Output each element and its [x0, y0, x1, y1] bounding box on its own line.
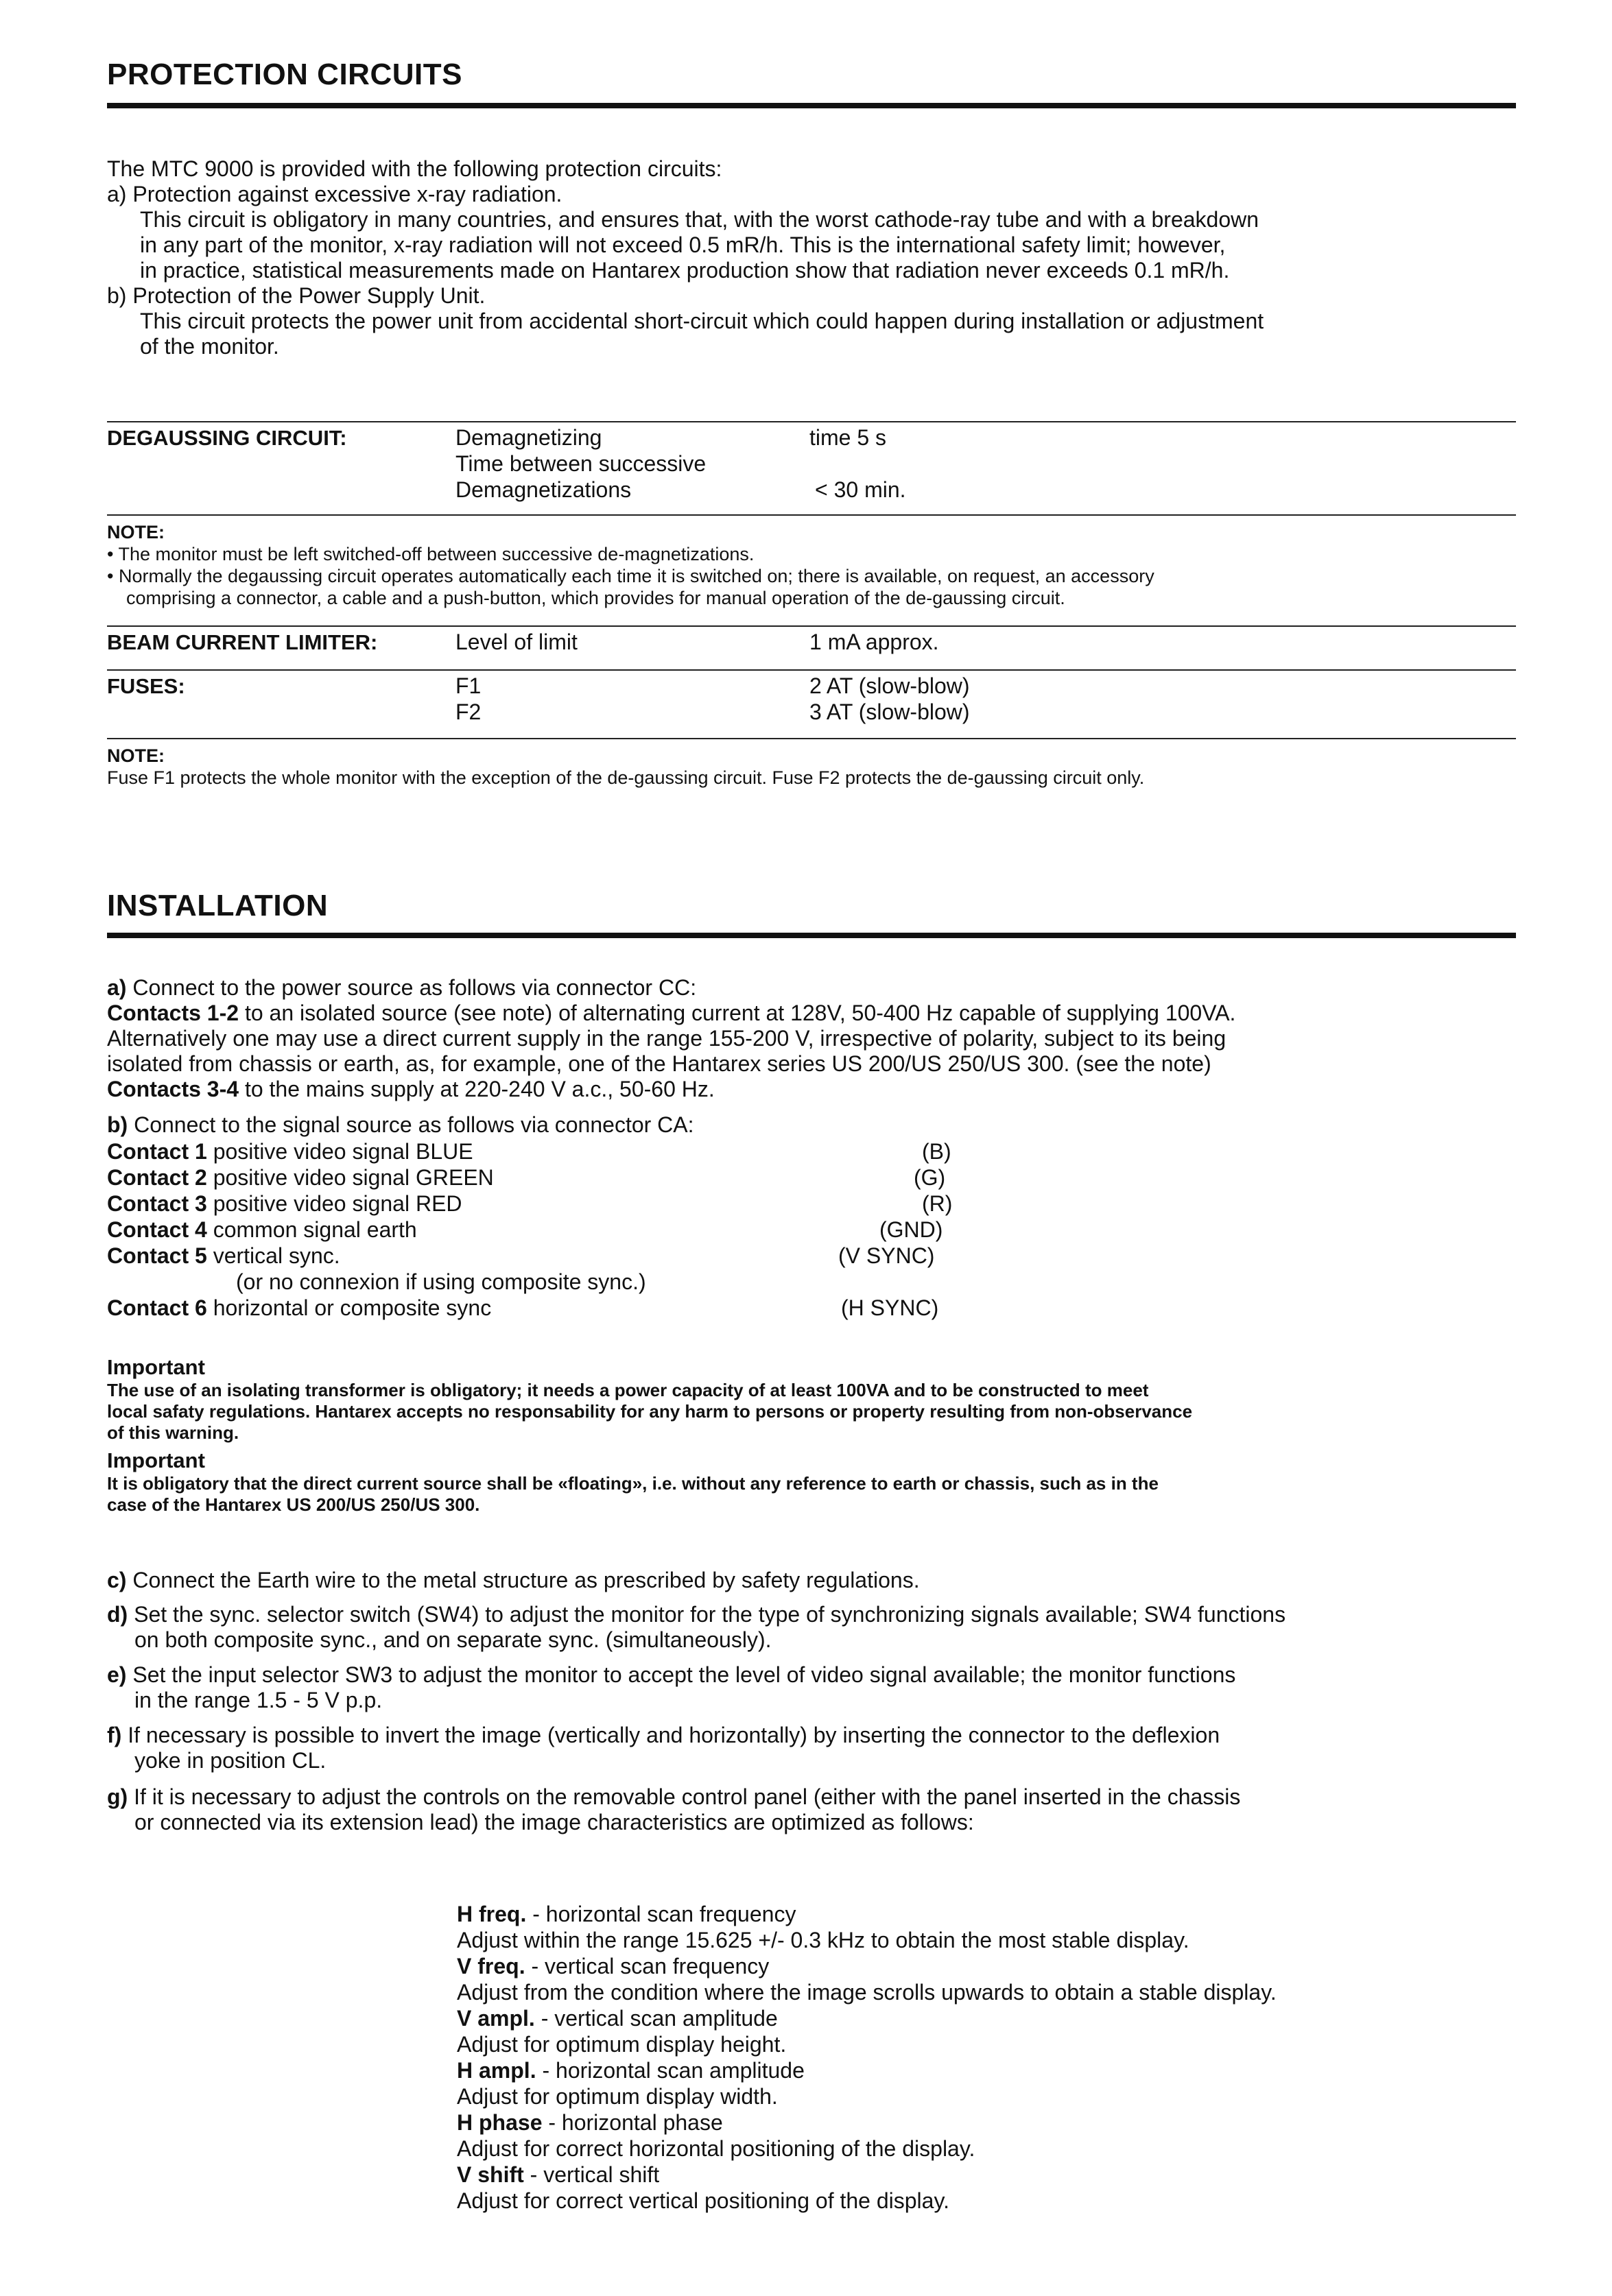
spec-name: Level of limit: [455, 630, 578, 654]
spec-name: Demagnetizations: [455, 477, 632, 502]
step-key: c): [107, 1568, 127, 1592]
adjust-item: [457, 1901, 796, 1927]
adjust-item: [457, 2109, 723, 2136]
beam-row: [107, 630, 1516, 657]
degaussing-row: [107, 451, 1516, 479]
note-line: comprising a connector, a cable and a push-button, which provides for manual operation of the de-gaussing circuit.: [126, 588, 1065, 608]
adjust-key: V freq.: [457, 1954, 525, 1978]
signal-code: (V SYNC): [838, 1243, 935, 1268]
signal-code: (GND): [879, 1217, 943, 1242]
protection-a-line: in practice, statistical measurements made on Hantarex production show that radiation never exceeds 0.1 mR/h.: [140, 258, 1230, 283]
adjust-key: H ampl.: [457, 2058, 536, 2083]
contact-key: Contact 2: [107, 1165, 207, 1190]
adjust-item: [457, 2005, 778, 2031]
contact-key: Contact 4: [107, 1217, 207, 1242]
spec-value: 3 AT (slow-blow): [809, 699, 970, 724]
protection-b-title: b) Protection of the Power Supply Unit.: [107, 283, 486, 308]
step-key: g): [107, 1784, 128, 1809]
divider: [107, 625, 1516, 627]
fuse-row: [107, 699, 1516, 727]
contact-text: positive video signal RED: [213, 1191, 462, 1216]
important-notice: [107, 1355, 1516, 1444]
degaussing-label: DEGAUSSING CIRCUIT:: [107, 426, 347, 450]
install-a: [107, 975, 1516, 1102]
adjust-how: Adjust for correct horizontal positioning of the display.: [457, 2136, 975, 2161]
important-line: The use of an isolating transformer is obligatory; it needs a power capacity of at least 100VA and to be constructed to meet: [107, 1380, 1149, 1400]
step-line: in the range 1.5 - 5 V p.p.: [134, 1688, 383, 1712]
adjust-desc: - horizontal phase: [548, 2110, 723, 2135]
contact-text: horizontal or composite sync: [213, 1295, 492, 1320]
contact-key: Contacts 1-2: [107, 1001, 239, 1025]
note-title: NOTE:: [107, 745, 165, 766]
contact-text: to the mains supply at 220-240 V a.c., 50-60 Hz.: [244, 1077, 715, 1101]
protection-a-line: in any part of the monitor, x-ray radiation will not exceed 0.5 mR/h. This is the international safety limit; however,: [140, 232, 1226, 257]
step-line: Alternatively one may use a direct current supply in the range 155-200 V, irrespective of polarity, subject to its being: [107, 1026, 1226, 1051]
step-key: e): [107, 1662, 127, 1687]
important-line: of this warning.: [107, 1422, 239, 1443]
important-line: local safaty regulations. Hantarex accepts no responsability for any harm to persons or property resulting from non-observance: [107, 1401, 1193, 1422]
contact-row: [107, 1164, 494, 1191]
spec-name: F1: [455, 673, 482, 698]
adjust-item: [457, 2162, 659, 2188]
fuses-note: [107, 745, 1516, 789]
spec-value: 2 AT (slow-blow): [809, 673, 970, 698]
contact-row: [107, 1191, 462, 1217]
fuse-row: [107, 673, 1516, 701]
contact-key: Contact 1: [107, 1139, 207, 1164]
adjust-how: Adjust for correct vertical positioning of the display.: [457, 2188, 949, 2213]
step-line: on both composite sync., and on separate sync. (simultaneously).: [134, 1627, 772, 1652]
note-line: • The monitor must be left switched-off between successive de-magnetizations.: [107, 544, 755, 564]
divider: [107, 669, 1516, 671]
step-text: Set the input selector SW3 to adjust the monitor to accept the level of video signal available; the monitor functions: [132, 1662, 1236, 1687]
protection-text: [107, 156, 1516, 359]
contact-text: positive video signal GREEN: [213, 1165, 494, 1190]
step-text: Connect to the power source as follows via connector CC:: [132, 975, 697, 1000]
adjust-desc: - vertical scan amplitude: [541, 2006, 778, 2031]
contact-key: Contacts 3-4: [107, 1077, 239, 1101]
protection-b-line: of the monitor.: [140, 334, 279, 359]
spec-name: F2: [455, 699, 482, 724]
contact-row: [107, 1138, 473, 1164]
contact-text: common signal earth: [213, 1217, 417, 1242]
beam-label: BEAM CURRENT LIMITER:: [107, 630, 378, 654]
contact-text: vertical sync.: [213, 1243, 340, 1268]
signal-code: (R): [922, 1191, 953, 1216]
step-text: Set the sync. selector switch (SW4) to adjust the monitor for the type of synchronizing signals available; SW4 functions: [134, 1602, 1286, 1627]
step-text: Connect the Earth wire to the metal structure as prescribed by safety regulations.: [132, 1568, 920, 1592]
step-line: or connected via its extension lead) the image characteristics are optimized as follows:: [134, 1810, 974, 1834]
step-text: If it is necessary to adjust the controls on the removable control panel (either with the panel inserted in the chassis: [134, 1784, 1241, 1809]
contact-row: [107, 1243, 340, 1269]
important-title: Important: [107, 1355, 205, 1379]
protection-a-title: a) Protection against excessive x-ray radiation.: [107, 182, 562, 206]
fuses-label: FUSES:: [107, 674, 185, 698]
protection-a-line: This circuit is obligatory in many countries, and ensures that, with the worst cathode-ray tube and with a breakdown: [140, 207, 1259, 232]
contact-key: Contact 6: [107, 1295, 207, 1320]
important-line: It is obligatory that the direct current source shall be «floating», i.e. without any reference to earth or chassis, such as in the: [107, 1473, 1159, 1494]
step-line: yoke in position CL.: [134, 1748, 327, 1773]
adjust-item: [457, 1953, 769, 1979]
install-step: [107, 1568, 1516, 1593]
title-rule: [107, 933, 1516, 938]
install-b-intro: [107, 1112, 1516, 1138]
contact-key: Contact 5: [107, 1243, 207, 1268]
degaussing-note: [107, 521, 1516, 609]
adjust-key: H phase: [457, 2110, 543, 2135]
adjust-how: Adjust for optimum display width.: [457, 2084, 778, 2109]
important-title: Important: [107, 1448, 205, 1472]
signal-code: (G): [914, 1165, 946, 1190]
divider: [107, 738, 1516, 739]
spec-value: time 5 s: [809, 425, 887, 450]
spec-value: < 30 min.: [815, 477, 906, 502]
adjust-key: V shift: [457, 2162, 524, 2187]
contact-row: [107, 1295, 491, 1321]
important-line: case of the Hantarex US 200/US 250/US 300.: [107, 1494, 480, 1515]
divider: [107, 514, 1516, 516]
sync-note: (or no connexion if using composite sync.): [236, 1269, 646, 1294]
section-title-installation: INSTALLATION: [107, 889, 329, 922]
section-title-protection: PROTECTION CIRCUITS: [107, 58, 462, 91]
adjust-desc: - horizontal scan amplitude: [542, 2058, 805, 2083]
contact-text: positive video signal BLUE: [213, 1139, 473, 1164]
install-step: [107, 1723, 1516, 1773]
adjust-desc: - vertical shift: [530, 2162, 660, 2187]
adjust-desc: - vertical scan frequency: [531, 1954, 770, 1978]
note-line: Fuse F1 protects the whole monitor with the exception of the de-gaussing circuit. Fuse F2 protects the de-gaussing circuit only.: [107, 767, 1145, 788]
adjust-key: V ampl.: [457, 2006, 535, 2031]
contact-row: [107, 1217, 417, 1243]
spec-name: Demagnetizing: [455, 425, 602, 450]
step-key: a): [107, 975, 127, 1000]
spec-name: Time between successive: [455, 451, 707, 476]
signal-code: (H SYNC): [841, 1295, 939, 1320]
title-rule: [107, 103, 1516, 108]
degaussing-row: [107, 477, 1516, 505]
adjust-how: Adjust within the range 15.625 +/- 0.3 kHz to obtain the most stable display.: [457, 1928, 1189, 1952]
note-title: NOTE:: [107, 522, 165, 542]
protection-b-line: This circuit protects the power unit from accidental short-circuit which could happen during installation or adjustment: [140, 309, 1264, 333]
signal-code: (B): [922, 1139, 951, 1164]
step-key: f): [107, 1723, 122, 1747]
note-line: • Normally the degaussing circuit operates automatically each time it is switched on; there is available, on request, an accessory: [107, 566, 1154, 586]
adjust-key: H freq.: [457, 1902, 527, 1926]
contact-text: to an isolated source (see note) of alternating current at 128V, 50-400 Hz capable of supplying 100VA.: [244, 1001, 1236, 1025]
install-step: [107, 1602, 1516, 1653]
contact-key: Contact 3: [107, 1191, 207, 1216]
degaussing-row: [107, 425, 1516, 453]
protection-intro: The MTC 9000 is provided with the following protection circuits:: [107, 156, 722, 181]
spec-value: 1 mA approx.: [809, 630, 939, 654]
adjust-how: Adjust for optimum display height.: [457, 2032, 787, 2057]
divider: [107, 421, 1516, 422]
important-notice: [107, 1448, 1516, 1516]
step-key: b): [107, 1112, 128, 1137]
step-text: If necessary is possible to invert the image (vertically and horizontally) by inserting the connector to the deflexion: [128, 1723, 1220, 1747]
step-text: Connect to the signal source as follows via connector CA:: [134, 1112, 694, 1137]
install-step: [107, 1784, 1516, 1835]
step-key: d): [107, 1602, 128, 1627]
step-line: isolated from chassis or earth, as, for example, one of the Hantarex series US 200/US 250/US 300. (see the note): [107, 1051, 1211, 1076]
adjust-item: [457, 2057, 805, 2083]
adjust-desc: - horizontal scan frequency: [532, 1902, 796, 1926]
adjust-how: Adjust from the condition where the image scrolls upwards to obtain a stable display.: [457, 1980, 1277, 2005]
install-step: [107, 1662, 1516, 1713]
